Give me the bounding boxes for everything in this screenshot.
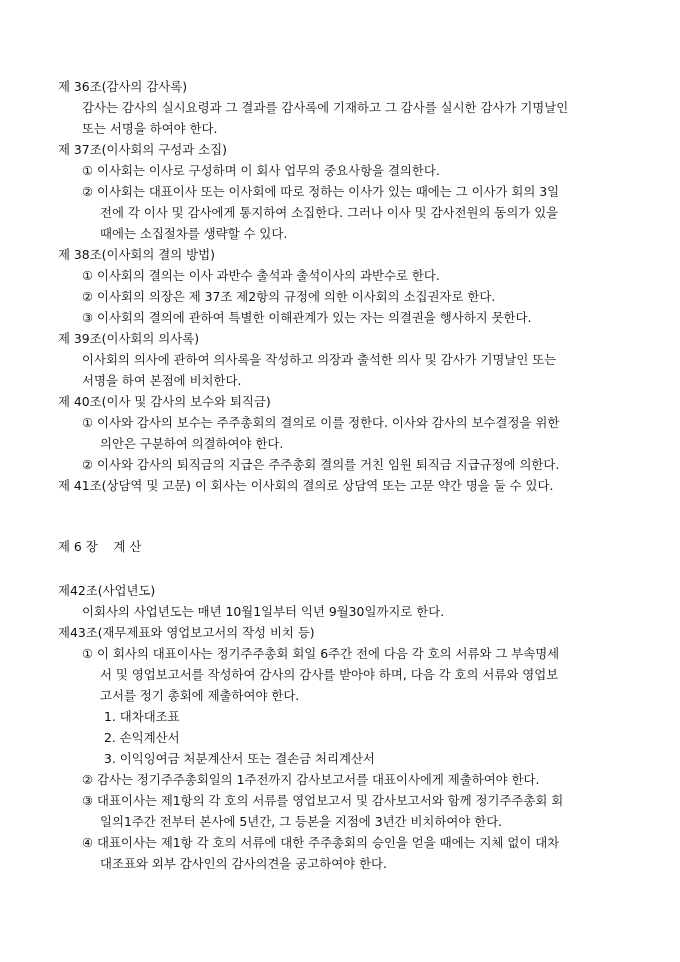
article-43-subitem-3: 3. 이익잉여금 처분계산서 또는 결손금 처리계산서: [104, 751, 375, 766]
article-43-item-3: ③ 대표이사는 제1항의 각 호의 서류를 영업보고서 및 감사보고서와 함께 정기주주총회 회: [82, 793, 564, 808]
article-43-item-1: ① 이 회사의 대표이사는 정기주주총회 회일 6주간 전에 다음 각 호의 서류와 그 부속명세: [82, 646, 560, 661]
article-41: 제 41조(상담역 및 고문) 이 회사는 이사회의 결의로 상담역 또는 고문 약간 명을 둘 수 있다.: [58, 478, 554, 493]
article-39-text: 서명을 하여 본점에 비치한다.: [82, 373, 242, 388]
article-37-heading: 제 37조(이사회의 구성과 소집): [58, 142, 227, 157]
article-43-heading: 제43조(재무제표와 영업보고서의 작성 비치 등): [58, 625, 315, 640]
article-38-item-3: ③ 이사회의 결의에 관하여 특별한 이해관계가 있는 자는 의결권을 행사하지 못한다.: [82, 310, 532, 325]
article-42-text: 이회사의 사업년도는 매년 10월1일부터 익년 9월30일까지로 한다.: [82, 604, 445, 619]
article-43-subitem-1: 1. 대차대조표: [104, 709, 180, 724]
article-43-subitem-2: 2. 손익계산서: [104, 730, 180, 745]
article-43-item-4-cont: 대조표와 외부 감사인의 감사의견을 공고하여야 한다.: [100, 856, 387, 871]
article-38-heading: 제 38조(이사회의 결의 방법): [58, 247, 215, 262]
article-36-text: 감사는 감사의 실시요령과 그 결과를 감사록에 기재하고 그 감사를 실시한 감사가 기명날인: [82, 100, 569, 115]
article-40-heading: 제 40조(이사 및 감사의 보수와 퇴직금): [58, 394, 271, 409]
article-38-item-2: ② 이사회의 의장은 제 37조 제2항의 규정에 의한 이사회의 소집권자로 한다.: [82, 289, 496, 304]
article-43-item-2: ② 감사는 정기주주총회일의 1주전까지 감사보고서를 대표이사에게 제출하여야 한다.: [82, 772, 540, 787]
article-38-item-1: ① 이사회의 결의는 이사 과반수 출석과 출석이사의 과반수로 한다.: [82, 268, 440, 283]
article-37-item-2: ② 이사회는 대표이사 또는 이사회에 따로 정하는 이사가 있는 때에는 그 이사가 회의 3일: [82, 184, 560, 199]
article-43-item-1-cont: 고서를 정기 총회에 제출하여야 한다.: [100, 688, 300, 703]
article-37-item-2-cont: 전에 각 이사 및 감사에게 통지하여 소집한다. 그러나 이사 및 감사전원의 동의가 있을: [100, 205, 559, 220]
article-40-item-1-cont: 의안은 구분하여 의결하여야 한다.: [100, 436, 284, 451]
article-36-heading: 제 36조(감사의 감사록): [58, 79, 188, 94]
article-40-item-1: ① 이사와 감사의 보수는 주주총회의 결의로 이를 정한다. 이사와 감사의 보수결정을 위한: [82, 415, 560, 430]
article-39-heading: 제 39조(이사회의 의사록): [58, 331, 200, 346]
article-43-item-4: ④ 대표이사는 제1항 각 호의 서류에 대한 주주총회의 승인을 얻을 때에는 지체 없이 대차: [82, 835, 560, 850]
article-37-item-2-cont: 때에는 소집절차를 생략할 수 있다.: [100, 226, 288, 241]
article-37-item-1: ① 이사회는 이사로 구성하며 이 회사 업무의 중요사항을 결의한다.: [82, 163, 440, 178]
chapter-6-heading: 제 6 장 계 산: [58, 539, 142, 554]
article-43-item-1-cont: 서 및 영업보고서를 작성하여 감사의 감사를 받아야 하며, 다음 각 호의 서류와 영업보: [100, 667, 559, 682]
article-43-item-3-cont: 일의1주간 전부터 본사에 5년간, 그 등본을 지점에 3년간 비치하여야 한다.: [100, 814, 503, 829]
article-39-text: 이사회의 의사에 관하여 의사록을 작성하고 의장과 출석한 의사 및 감사가 기명날인 또는: [82, 352, 557, 367]
article-40-item-2: ② 이사와 감사의 퇴직금의 지급은 주주총회 결의를 거친 임원 퇴직금 지급규정에 의한다.: [82, 457, 560, 472]
article-36-text: 또는 서명을 하여야 한다.: [82, 121, 218, 136]
article-42-heading: 제42조(사업년도): [58, 583, 156, 598]
